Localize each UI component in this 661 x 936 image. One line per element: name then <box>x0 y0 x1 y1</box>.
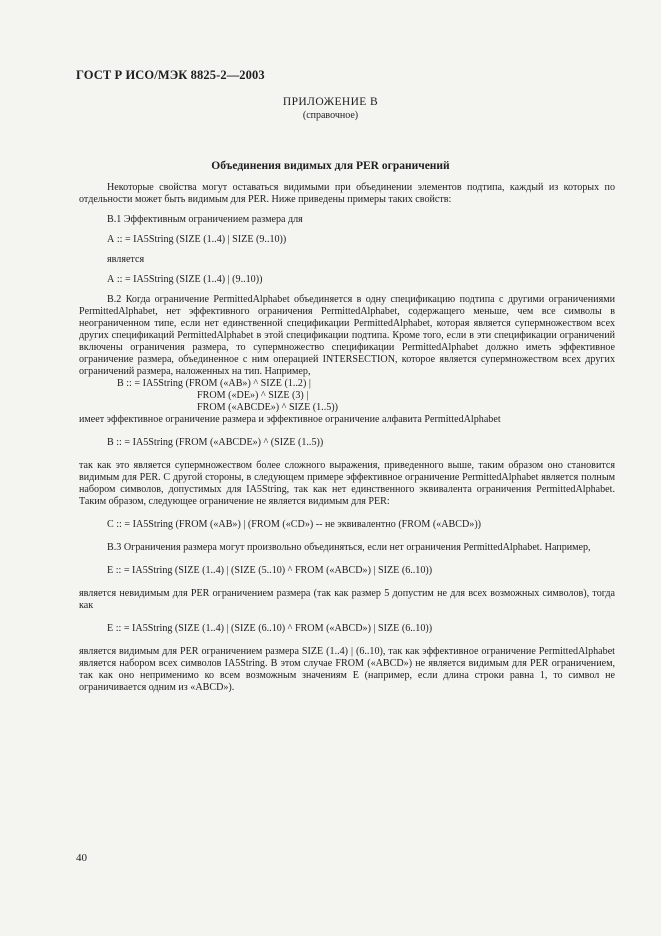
code-b2-line2: FROM («DE») ^ SIZE (3) | <box>197 390 309 401</box>
clause-b2-p2: так как это является супермножеством более сложного выражения, приведенного выше, таким образом оно становится видимым для PER. С другой стороны, в следующем примере эффективное ограничение PermittedAlphabet является полным набором символов, допустимых для IA5String, так как нет единственного эквивалента ограничения PermittedAlphabet. Таким образом, следующее ограничение не является видимым для PER: <box>79 460 615 507</box>
section-heading: Объединения видимых для PER ограничений <box>211 160 450 172</box>
code-b3-2: Е :: = IA5String (SIZE (1..4) | (SIZE (6..10) ^ FROM («ABCD») | SIZE (6..10)) <box>107 623 433 634</box>
clause-b3-p2: является видимым для PER ограничением размера SIZE (1..4) | (6..10), так как эффективное ограничение PermittedAlphabet является набором всех символов IA5String. В этом случае FROM («ABCD») не является видимым для PER ограничением, так как оно неприменимо ко всем возможным значениям Е (например, если длина строки равна 1, то символ не ограничивается одним из «ABCD»). <box>79 646 615 693</box>
clause-b3-p1: является невидимым для PER ограничением размера (так как размер 5 допустим не для всех возможных символов), тогда как <box>79 588 615 611</box>
code-b2-line1: В :: = IA5String (FROM («АВ») ^ SIZE (1..2) | <box>117 378 311 389</box>
clause-b3: В.3 Ограничения размера могут произвольно объединяться, если нет ограничения PermittedAlphabet. Например, <box>107 542 591 553</box>
clause-b1-is: является <box>107 254 145 265</box>
code-b3-1: Е :: = IA5String (SIZE (1..4) | (SIZE (5..10) ^ FROM («ABCD») | SIZE (6..10)) <box>107 565 433 576</box>
page-number: 40 <box>76 852 87 864</box>
appendix-kind: (справочное) <box>302 110 359 121</box>
code-b1-2: А :: = IA5String (SIZE (1..4) | (9..10)) <box>107 274 263 285</box>
clause-b2-after: имеет эффективное ограничение размера и эффективное ограничение алфавита PermittedAlphabet <box>79 414 501 425</box>
clause-b2: В.2 Когда ограничение PermittedAlphabet объединяется в одну спецификацию подтипа с другими ограничениями PermittedAlphabet, нет эффективного ограничения PermittedAlphabet, содержащего меньше, чем все символы в неограниченном типе, если нет единственной спецификации PermittedAlphabet, которая является супермножеством всех других спецификаций PermittedAlphabet в этой спецификации подтипа. Кроме того, если в эти спецификации ограничений включены ограничения размера, то супермножество спецификации PermittedAlphabet должно иметь эффективное ограничение размера, объединенное с ним операцией INTERSECTION, которое является супермножеством всех других ограничений размера, наложенных на тип. Например, <box>79 294 615 377</box>
body-text <box>79 182 615 694</box>
code-b2-line3: FROM («ABCDE») ^ SIZE (1..5)) <box>197 402 338 413</box>
appendix-title: ПРИЛОЖЕНИЕ В <box>282 96 379 108</box>
code-b1-1: А :: = IA5String (SIZE (1..4) | SIZE (9..10)) <box>107 234 287 245</box>
code-b2-2: В :: = IA5String (FROM («ABCDE») ^ (SIZE (1..5)) <box>107 437 324 448</box>
clause-b1: В.1 Эффективным ограничением размера для <box>107 214 303 225</box>
code-b2-3: С :: = IA5String (FROM («АВ») | (FROM («CD») -- не эквивалентно (FROM («ABCD»)) <box>107 519 482 530</box>
standard-header: ГОСТ Р ИСО/МЭК 8825-2—2003 <box>76 68 265 82</box>
intro-paragraph: Некоторые свойства могут оставаться видимыми при объединении элементов подтипа, каждый из которых по отдельности может быть видимым для PER. Ниже приведены примеры таких свойств: <box>79 182 615 205</box>
